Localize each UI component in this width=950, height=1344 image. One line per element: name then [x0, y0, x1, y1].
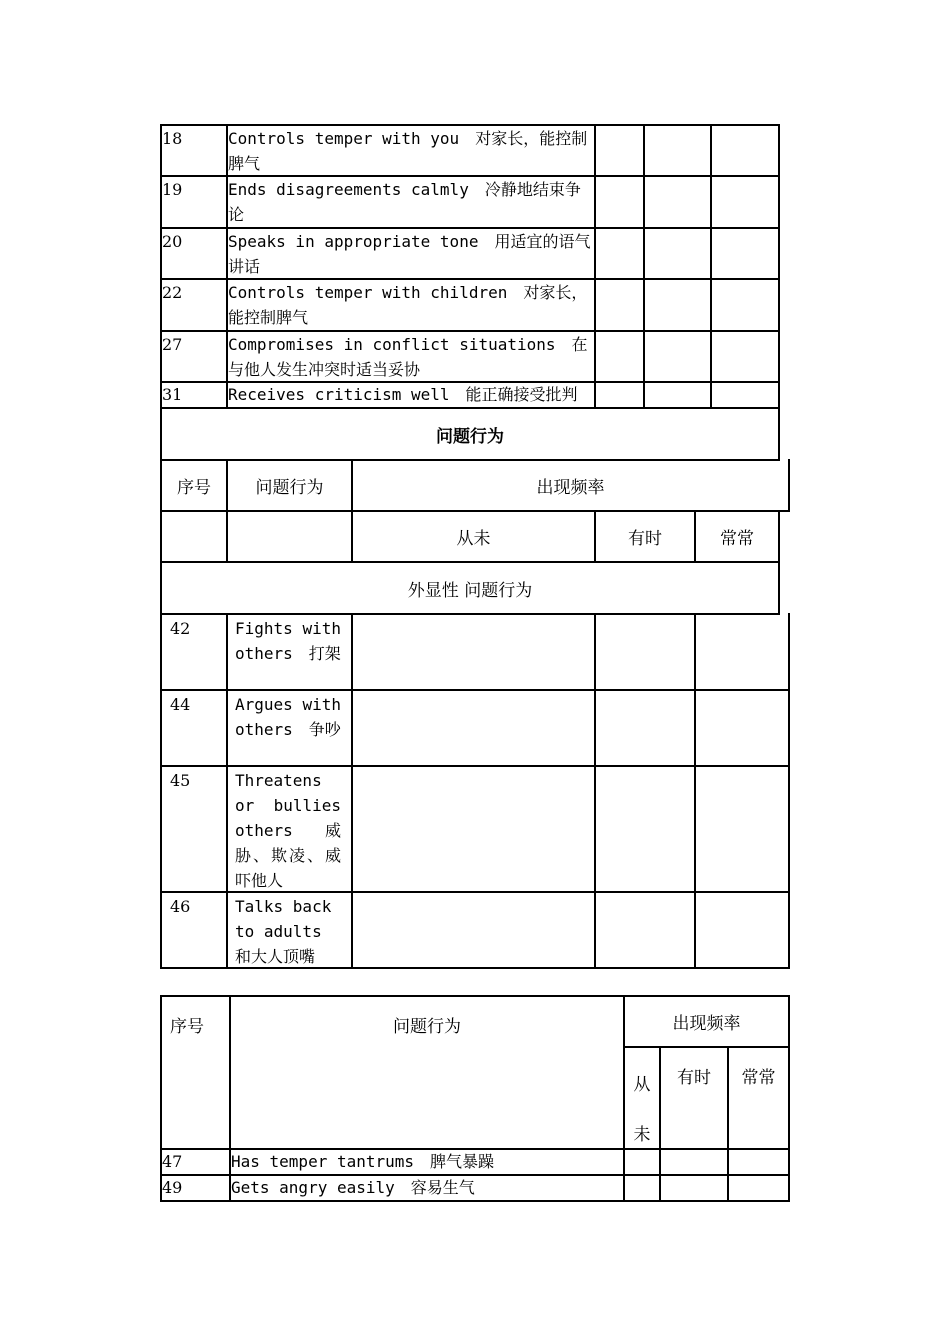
- header-behavior: 问题行为: [255, 478, 324, 498]
- behavior-text: Talks back to adults 和大人顶嘴: [235, 897, 338, 966]
- header-frequency: 出现频率: [536, 478, 605, 498]
- freq-never: 从未: [633, 1075, 651, 1145]
- behavior-text: Speaks in appropriate tone 用适宜的语气讲话: [228, 232, 591, 276]
- behavior-text: Threatens or bullies others 威胁、欺凌、威吓他人: [235, 771, 341, 890]
- subsection-title: 外显性 问题行为: [407, 580, 533, 601]
- freq-sometimes: 有时: [677, 1068, 711, 1088]
- freq-often: 常常: [741, 1068, 776, 1088]
- behavior-text: Receives criticism well 能正确接受批判: [228, 385, 578, 404]
- row-number: 45: [170, 771, 191, 790]
- row-number: 27: [162, 335, 183, 354]
- behavior-text: Controls temper with children 对家长，能控制脾气: [228, 283, 588, 327]
- row-number: 46: [170, 897, 191, 916]
- behavior-text: Argues with others 争吵: [235, 695, 341, 739]
- freq-never: 从未: [456, 529, 491, 549]
- behavior-text: Ends disagreements calmly 冷静地结束争论: [228, 180, 581, 224]
- row-number: 44: [170, 695, 191, 714]
- header-number: 序号: [177, 478, 211, 498]
- section-title: 问题行为: [436, 426, 504, 447]
- behavior-text: Controls temper with you 对家长，能控制脾气: [228, 129, 588, 173]
- freq-sometimes: 有时: [628, 529, 662, 549]
- header-number: 序号: [170, 1017, 204, 1037]
- header-frequency: 出现频率: [672, 1014, 741, 1034]
- row-number: 49: [162, 1178, 183, 1197]
- row-number: 19: [162, 180, 183, 199]
- behavior-text: Compromises in conflict situations 在与他人发生冲突时适当妥协: [228, 335, 588, 379]
- freq-often: 常常: [720, 529, 754, 549]
- row-number: 18: [162, 129, 183, 148]
- row-number: 31: [162, 385, 183, 404]
- row-number: 20: [162, 232, 183, 251]
- header-behavior: 问题行为: [393, 1017, 461, 1037]
- row-number: 22: [162, 283, 183, 302]
- row-number: 47: [162, 1152, 183, 1171]
- behavior-text: Gets angry easily 容易生气: [231, 1178, 475, 1197]
- row-number: 42: [170, 619, 191, 638]
- behavior-text: Fights with others 打架: [235, 619, 341, 663]
- behavior-text: Has temper tantrums 脾气暴躁: [231, 1152, 495, 1171]
